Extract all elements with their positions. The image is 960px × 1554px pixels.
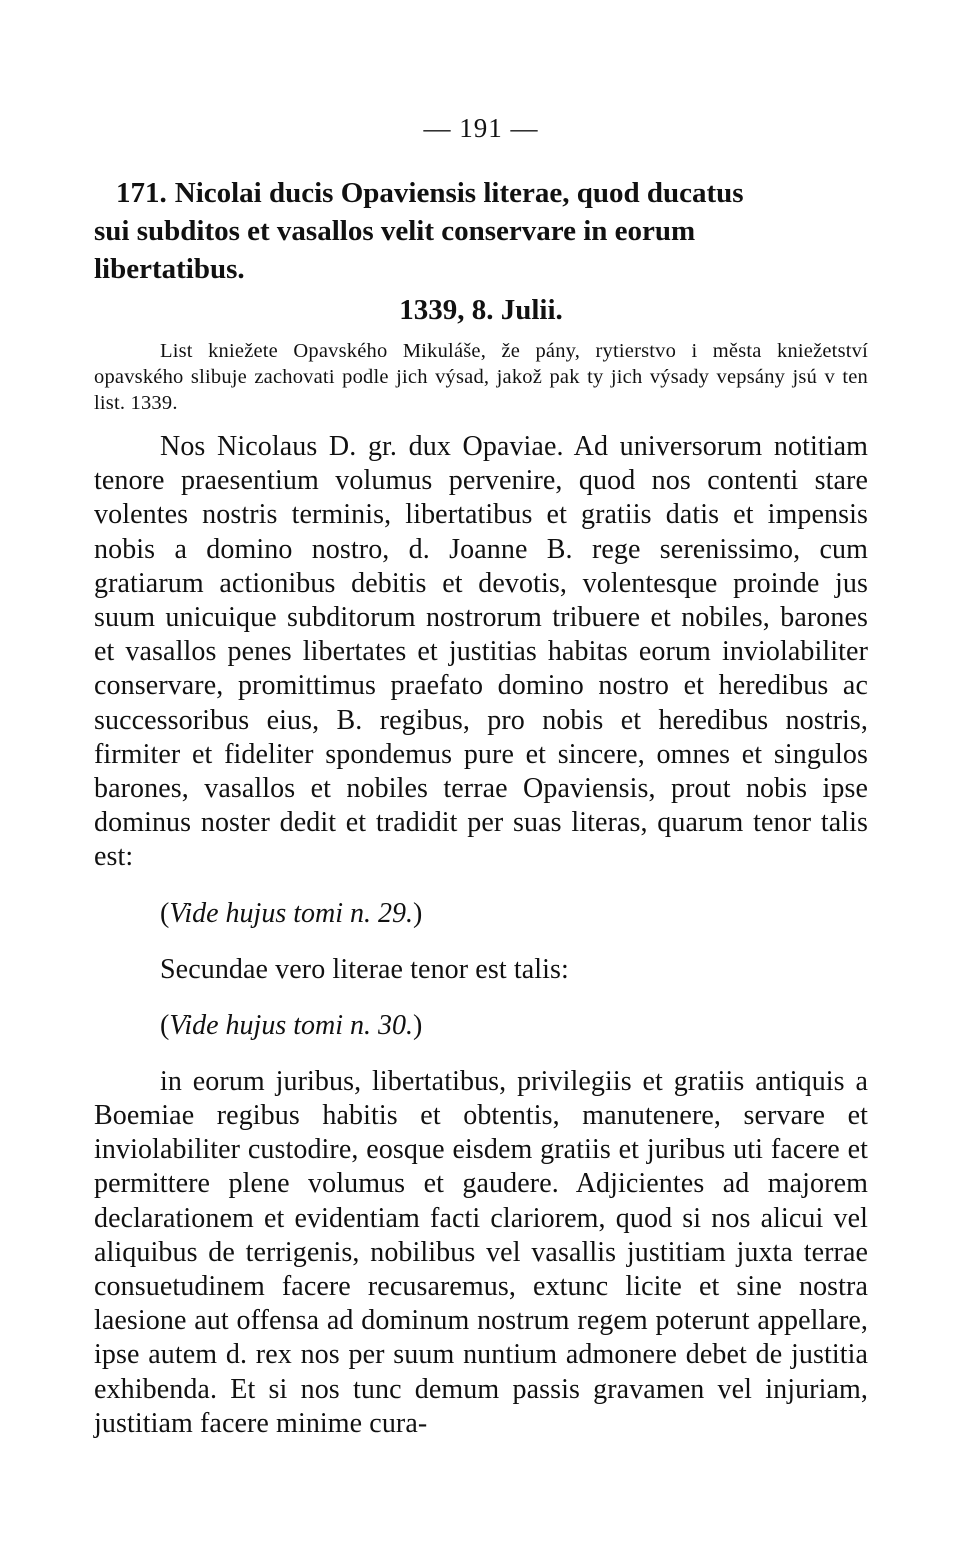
document-heading [72, 174, 868, 288]
heading-text-1: Nicolai ducis Opaviensis literae, quod ducatus [174, 177, 744, 209]
document-date: 1339, 8. Julii. [399, 294, 563, 326]
reference-2: (Vide hujus tomi n. 30.) [160, 1009, 423, 1041]
reference-1-text: Vide hujus tomi n. 29. [169, 897, 414, 929]
heading-line-2: sui subditos et vasallos velit conservare in eorum [94, 215, 696, 247]
paragraph-1: Nos Nicolaus D. gr. dux Opaviae. Ad universorum notitiam tenore praesentium volumus pervenire, quod nos contenti stare volentes nostris terminis, libertatibus et gratiis datis et impensis nobis a domino nostro, d. Joanne B. rege serenissimo, cum gratiarum actionibus debitis et devotis, volentesque proinde jus suum unicuique subditorum nostrorum tribuere et nobiles, barones et vasallos penes libertates et justitias habitas eorum inviolabiliter conservare, promittimus praefato domino nostro et heredibus ac successoribus eius, B. regibus, pro nobis et heredibus nostris, firmiter et fideliter spondemus pure et sincere, omnes et singulos barones, vasallos et nobiles terrae Opaviensis, prout nobis ipse dominus noster dedit et tradidit per suas literas, quarum tenor talis est: [94, 431, 868, 873]
paragraph-2: Secundae vero literae tenor est talis: [160, 953, 569, 985]
heading-line-3: libertatibus. [94, 253, 245, 285]
document-page [94, 108, 868, 1441]
page-number: — 191 — [423, 113, 539, 143]
document-number: 171. [116, 177, 167, 209]
czech-summary: List kniežete Opavského Mikuláše, že pány, rytierstvo i města kniežetství opavského slibuje zachovati podle jich výsad, jakož pak ty jich výsady vepsány jsú v ten list. 1339. [94, 340, 868, 414]
reference-2-text: Vide hujus tomi n. 30. [169, 1009, 414, 1041]
paragraph-3: in eorum juribus, libertatibus, privilegiis et gratiis antiquis a Boemiae regibus habitis et obtentis, manutenere, servare et inviolabiliter custodire, eosque eisdem gratiis et juribus uti facere et permittere plene volumus et gaudere. Adjicientes ad majorem declarationem et evidentiam facti clariorem, quod si nos alicui vel aliquibus de terrigenis, nobilibus vel vasallis justitiam juxta terrae consuetudinem facere recusaremus, extunc licite et sine nostra laesione aut offensa ad dominum nostrum regem poterunt appellare, ipse autem d. rex nos per suum nuntium admonere debet de justitia exhibenda. Et si nos tunc demum passis gravamen vel injuriam, justitiam facere minime cura- [94, 1065, 868, 1439]
heading-line-1 [94, 174, 868, 212]
reference-1: (Vide hujus tomi n. 29.) [160, 897, 423, 929]
